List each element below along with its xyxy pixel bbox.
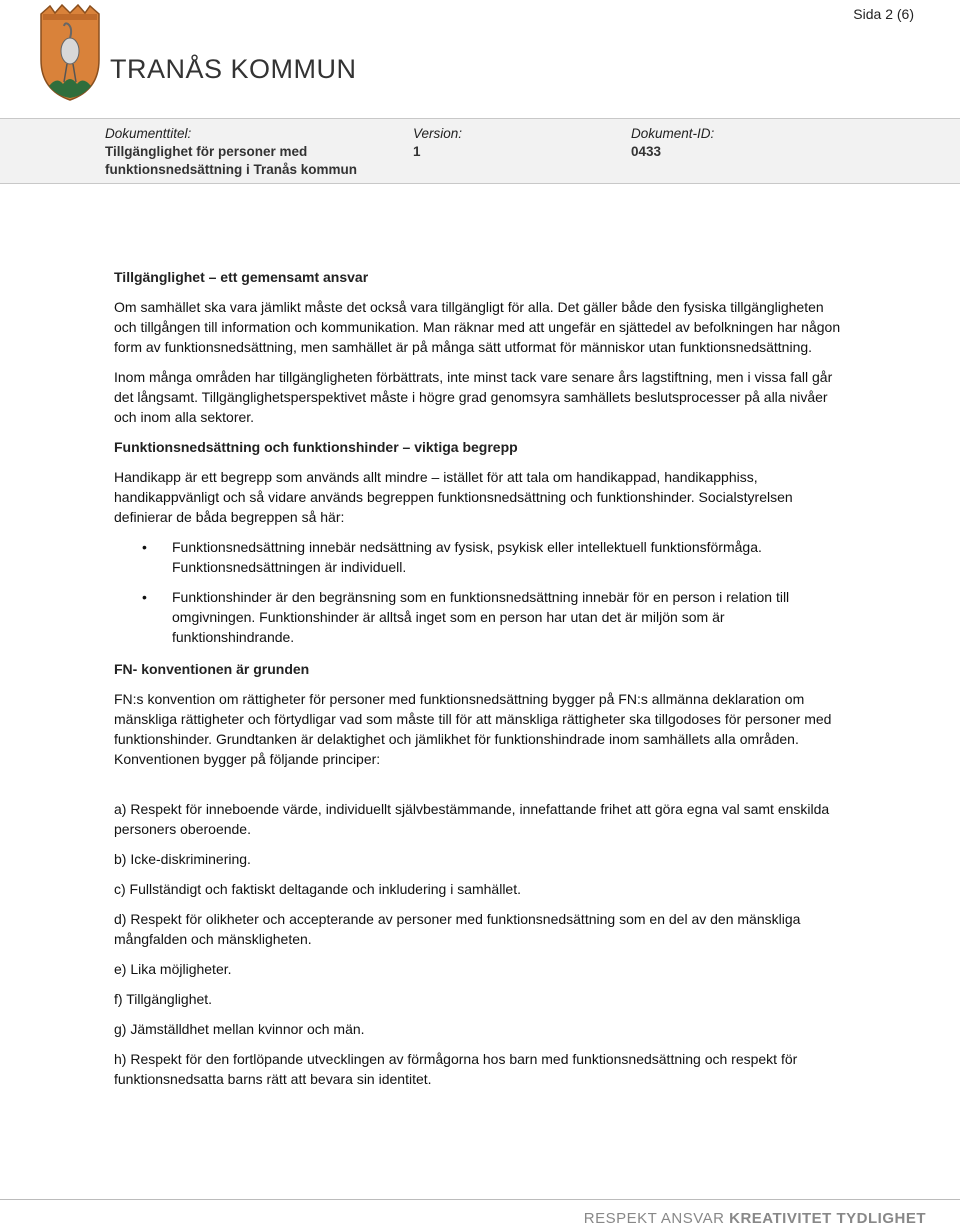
document-meta-bar [0, 118, 960, 184]
footer-values [584, 1210, 926, 1227]
paragraph: Om samhället ska vara jämlikt måste det också vara tillgängligt för alla. Det gäller både den fysiska tillgängligheten och tillgången till information och kommunikation. Man räknar med att ungefär en sjättedel av befolkningen har någon form av funktionsnedsättning, men samhället är på många sätt utformat för människor utan funktionsnedsättning. [114, 299, 841, 355]
list-item [114, 587, 844, 647]
meta-version-label: Version: [413, 126, 463, 141]
principle-item: e) Lika möjligheter. [114, 961, 232, 977]
list-item-text: Funktionsnedsättning innebär nedsättning av fysisk, psykisk eller intellektuell funktionsförmåga. Funktionsnedsättningen är individuell. [172, 539, 762, 575]
footer-values-bold: KREATIVITET TYDLIGHET [729, 1210, 926, 1227]
section-heading-un-convention: FN- konventionen är grunden [114, 661, 310, 677]
bullet-icon: • [142, 539, 147, 555]
section-heading-concepts: Funktionsnedsättning och funktionshinder – viktiga begrepp [114, 439, 518, 455]
meta-version [413, 125, 462, 161]
section-heading-accessibility: Tillgänglighet – ett gemensamt ansvar [114, 269, 369, 285]
paragraph: FN:s konvention om rättigheter för personer med funktionsnedsättning bygger på FN:s allmänna deklaration om mänskliga rättigheter och förtydligar vad som måste till för att mänskliga rättigheter ska tillgodoses för personer med funktionshinder. Grundtanken är delaktighet och jämlikhet för funktionshindrade inom samhällets alla områden. Konventionen bygger på följande principer: [114, 691, 832, 767]
principle-item: g) Jämställdhet mellan kvinnor och män. [114, 1021, 365, 1037]
principle-item: d) Respekt för olikheter och accepterande av personer med funktionsnedsättning som en del av den mänskliga mångfalden och mänskligheten. [114, 911, 801, 947]
municipality-logo [37, 4, 357, 104]
meta-title-label: Dokumenttitel: [105, 126, 192, 141]
meta-version-value: 1 [413, 144, 421, 159]
meta-id-label: Dokument-ID: [631, 126, 715, 141]
paragraph: Inom många områden har tillgängligheten förbättrats, inte minst tack vare senare års lagstiftning, men i vissa fall går det långsamt. Tillgänglighetsperspektivet måste i högre grad genomsyra samhällets beslutsprocesser på alla nivåer och inom alla sektorer. [114, 369, 833, 425]
principle-item: b) Icke-diskriminering. [114, 851, 251, 867]
meta-id-value: 0433 [631, 144, 662, 159]
paragraph: Handikapp är ett begrepp som används allt mindre – istället för att tala om handikappad, handikapphiss, handikappvänligt och så vidare används begreppen funktionsnedsättning och funktionshinder. Socialstyrelsen definierar de båda begreppen så här: [114, 469, 793, 525]
principle-item: a) Respekt för inneboende värde, individuellt självbestämmande, innefattande frihet att göra egna val samt enskilda personers oberoende. [114, 801, 830, 837]
footer-values-regular: RESPEKT ANSVAR [583, 1210, 725, 1227]
principle-item: c) Fullständigt och faktiskt deltagande och inkludering i samhället. [114, 881, 521, 897]
principle-item: f) Tillgänglighet. [114, 991, 213, 1007]
meta-id [631, 125, 714, 161]
list-item [114, 537, 844, 577]
list-item-text: Funktionshinder är den begränsning som en funktionsnedsättning innebär för en person i relation till omgivningen. Funktionshinder är alltså inget som en person har utan det är miljön som är funktionshindrande. [172, 589, 790, 645]
meta-title [105, 125, 385, 179]
page-number: Sida 2 (6) [853, 6, 914, 22]
document-body [114, 267, 844, 1099]
definition-list [114, 537, 844, 647]
bullet-icon: • [142, 589, 147, 605]
brand-name: TRANÅS KOMMUN [110, 54, 357, 84]
meta-title-value: Tillgänglighet för personer med funktionsnedsättning i Tranås kommun [105, 144, 358, 177]
page-footer [0, 1199, 960, 1227]
coat-of-arms-icon [37, 4, 103, 102]
principle-item: h) Respekt för den fortlöpande utvecklingen av förmågorna hos barn med funktionsnedsättning och respekt för funktionsnedsatta barns rätt att bevara sin identitet. [114, 1051, 798, 1087]
